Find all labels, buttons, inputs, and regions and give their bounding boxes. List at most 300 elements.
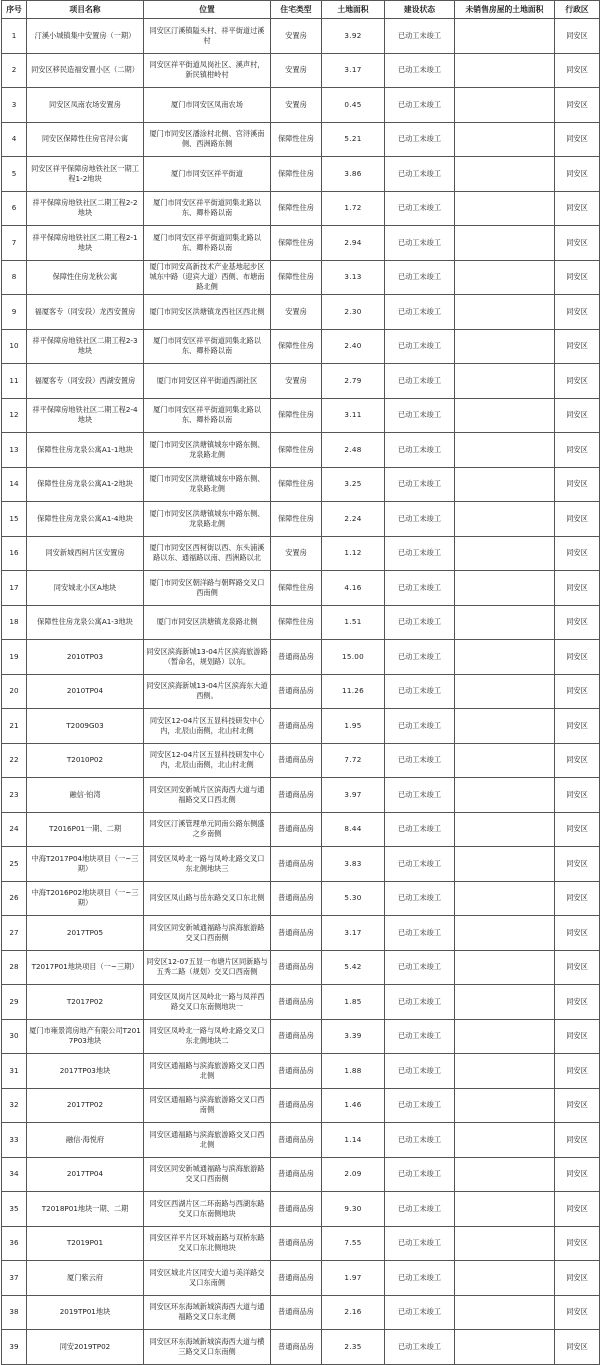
cell-project-name: 2017TP05 <box>27 916 144 951</box>
cell-land-area: 0.45 <box>322 88 385 123</box>
table-row <box>2 19 600 54</box>
cell-index: 29 <box>2 985 27 1020</box>
cell-construction-status: 已动工未竣工 <box>385 571 455 606</box>
cell-housing-type: 普通商品房 <box>271 1123 322 1158</box>
table-row <box>2 605 600 640</box>
table-row <box>2 1157 600 1192</box>
cell-district: 同安区 <box>555 743 600 778</box>
cell-land-area: 3.83 <box>322 847 385 882</box>
cell-unsold-land-area <box>455 1192 555 1227</box>
cell-housing-type: 普通商品房 <box>271 1019 322 1054</box>
cell-housing-type: 普通商品房 <box>271 1054 322 1089</box>
cell-construction-status: 已动工未竣工 <box>385 536 455 571</box>
cell-unsold-land-area <box>455 1330 555 1365</box>
cell-housing-type: 普通商品房 <box>271 1192 322 1227</box>
cell-land-area: 3.13 <box>322 260 385 295</box>
cell-land-area: 1.95 <box>322 709 385 744</box>
cell-housing-type: 普通商品房 <box>271 985 322 1020</box>
cell-construction-status: 已动工未竣工 <box>385 467 455 502</box>
cell-construction-status: 已动工未竣工 <box>385 1123 455 1158</box>
cell-location: 厦门市同安区洪塘镇龙泉路北侧 <box>144 605 271 640</box>
table-row <box>2 53 600 88</box>
cell-project-name: T2017P01地块项目（一~三期） <box>27 950 144 985</box>
cell-location: 同安区12-07五显一布塘片区同新路与五秀二路（规划）交叉口西南侧 <box>144 950 271 985</box>
cell-location: 同安区通福路与滨海旅游路交叉口西南侧 <box>144 1088 271 1123</box>
cell-land-area: 1.97 <box>322 1261 385 1296</box>
cell-housing-type: 普通商品房 <box>271 916 322 951</box>
cell-unsold-land-area <box>455 53 555 88</box>
cell-index: 15 <box>2 502 27 537</box>
cell-index: 17 <box>2 571 27 606</box>
cell-housing-type: 保障性住房 <box>271 260 322 295</box>
cell-housing-type: 安置房 <box>271 88 322 123</box>
cell-land-area: 3.97 <box>322 778 385 813</box>
cell-housing-type: 安置房 <box>271 295 322 330</box>
cell-district: 同安区 <box>555 1261 600 1296</box>
cell-location: 厦门市同安区祥平街道西湖社区 <box>144 364 271 399</box>
cell-housing-type: 普通商品房 <box>271 1295 322 1330</box>
cell-housing-type: 普通商品房 <box>271 1261 322 1296</box>
cell-unsold-land-area <box>455 605 555 640</box>
cell-index: 8 <box>2 260 27 295</box>
cell-index: 11 <box>2 364 27 399</box>
cell-construction-status: 已动工未竣工 <box>385 88 455 123</box>
table-row <box>2 1330 600 1365</box>
cell-location: 厦门市同安区洪塘镇城东中路东侧、龙泉路北侧 <box>144 502 271 537</box>
cell-location: 同安区滨海新城13-04片区滨海东大道西侧。 <box>144 674 271 709</box>
cell-project-name: 2010TP04 <box>27 674 144 709</box>
cell-housing-type: 普通商品房 <box>271 640 322 675</box>
cell-location: 厦门市同安区祥平街道 <box>144 157 271 192</box>
cell-district: 同安区 <box>555 778 600 813</box>
cell-unsold-land-area <box>455 364 555 399</box>
cell-construction-status: 已动工未竣工 <box>385 1261 455 1296</box>
cell-land-area: 3.86 <box>322 157 385 192</box>
cell-project-name: 保障性住房龙泉公寓A1-4地块 <box>27 502 144 537</box>
cell-project-name: 福厦客专（同安段）西湖安置房 <box>27 364 144 399</box>
cell-location: 同安区12-04片区五显科技研发中心内，北辰山南侧，北山村北侧 <box>144 709 271 744</box>
cell-location: 厦门市同安高新技术产业基地起步区城东中路（迎宾大道）西侧、布塘南路北侧 <box>144 260 271 295</box>
cell-construction-status: 已动工未竣工 <box>385 640 455 675</box>
cell-unsold-land-area <box>455 1226 555 1261</box>
cell-construction-status: 已动工未竣工 <box>385 812 455 847</box>
cell-construction-status: 已动工未竣工 <box>385 916 455 951</box>
cell-land-area: 1.46 <box>322 1088 385 1123</box>
cell-district: 同安区 <box>555 329 600 364</box>
table-row <box>2 398 600 433</box>
cell-location: 厦门市同安区潘涂村北侧、官浔溪南侧、西洲路东侧 <box>144 122 271 157</box>
cell-construction-status: 已动工未竣工 <box>385 364 455 399</box>
table-row <box>2 1295 600 1330</box>
cell-construction-status: 已动工未竣工 <box>385 847 455 882</box>
cell-index: 20 <box>2 674 27 709</box>
cell-project-name: 保障性住房龙泉公寓A1-1地块 <box>27 433 144 468</box>
cell-district: 同安区 <box>555 157 600 192</box>
cell-land-area: 5.21 <box>322 122 385 157</box>
cell-housing-type: 保障性住房 <box>271 433 322 468</box>
cell-district: 同安区 <box>555 985 600 1020</box>
cell-land-area: 3.17 <box>322 53 385 88</box>
cell-project-name: 同安区凤南农场安置房 <box>27 88 144 123</box>
cell-unsold-land-area <box>455 536 555 571</box>
cell-unsold-land-area <box>455 260 555 295</box>
cell-district: 同安区 <box>555 1330 600 1365</box>
cell-land-area: 4.16 <box>322 571 385 606</box>
table-row <box>2 778 600 813</box>
cell-district: 同安区 <box>555 1192 600 1227</box>
cell-project-name: 福厦客专（同安段）龙西安置房 <box>27 295 144 330</box>
cell-housing-type: 安置房 <box>271 53 322 88</box>
cell-land-area: 1.12 <box>322 536 385 571</box>
cell-district: 同安区 <box>555 1088 600 1123</box>
cell-housing-type: 保障性住房 <box>271 605 322 640</box>
cell-district: 同安区 <box>555 881 600 916</box>
cell-index: 13 <box>2 433 27 468</box>
cell-project-name: 祥平保障房地铁社区二期工程2-1地块 <box>27 226 144 261</box>
cell-location: 同安区12-04片区五显科技研发中心内，北辰山南侧，北山村北侧 <box>144 743 271 778</box>
cell-project-name: 同安2019TP02 <box>27 1330 144 1365</box>
cell-index: 3 <box>2 88 27 123</box>
cell-land-area: 2.79 <box>322 364 385 399</box>
cell-land-area: 9.30 <box>322 1192 385 1227</box>
table-row <box>2 881 600 916</box>
table-row <box>2 1019 600 1054</box>
cell-index: 4 <box>2 122 27 157</box>
cell-index: 31 <box>2 1054 27 1089</box>
cell-construction-status: 已动工未竣工 <box>385 605 455 640</box>
cell-land-area: 1.72 <box>322 191 385 226</box>
cell-unsold-land-area <box>455 1123 555 1158</box>
cell-project-name: 保障性住房龙秋公寓 <box>27 260 144 295</box>
header-cell-district: 行政区 <box>555 1 600 19</box>
cell-location: 同安区同安新城片区滨海西大道与通福路交叉口西北侧 <box>144 778 271 813</box>
cell-index: 2 <box>2 53 27 88</box>
cell-housing-type: 普通商品房 <box>271 743 322 778</box>
cell-unsold-land-area <box>455 19 555 54</box>
cell-housing-type: 保障性住房 <box>271 157 322 192</box>
cell-project-name: 中海T2016P02地块项目（一~三期） <box>27 881 144 916</box>
cell-land-area: 3.25 <box>322 467 385 502</box>
cell-location: 厦门市同安区祥平街道同集北路以东、卿朴路以南 <box>144 398 271 433</box>
cell-project-name: 融信·铂湾 <box>27 778 144 813</box>
table-row <box>2 260 600 295</box>
cell-unsold-land-area <box>455 88 555 123</box>
cell-district: 同安区 <box>555 605 600 640</box>
cell-district: 同安区 <box>555 571 600 606</box>
cell-land-area: 1.85 <box>322 985 385 1020</box>
cell-district: 同安区 <box>555 847 600 882</box>
cell-index: 35 <box>2 1192 27 1227</box>
cell-unsold-land-area <box>455 502 555 537</box>
cell-unsold-land-area <box>455 1295 555 1330</box>
table-row <box>2 640 600 675</box>
cell-index: 14 <box>2 467 27 502</box>
cell-district: 同安区 <box>555 536 600 571</box>
cell-construction-status: 已动工未竣工 <box>385 709 455 744</box>
cell-construction-status: 已动工未竣工 <box>385 122 455 157</box>
cell-unsold-land-area <box>455 226 555 261</box>
cell-location: 同安区环东海域新城滨海西大道与横三路交叉口东南侧 <box>144 1330 271 1365</box>
cell-location: 同安区城北片区同安大道与美洋路交叉口东南侧 <box>144 1261 271 1296</box>
cell-district: 同安区 <box>555 950 600 985</box>
cell-unsold-land-area <box>455 433 555 468</box>
cell-land-area: 11.26 <box>322 674 385 709</box>
cell-unsold-land-area <box>455 881 555 916</box>
cell-land-area: 3.11 <box>322 398 385 433</box>
cell-unsold-land-area <box>455 640 555 675</box>
table-row <box>2 1054 600 1089</box>
header-cell-construction-status: 建设状态 <box>385 1 455 19</box>
table-row <box>2 157 600 192</box>
cell-location: 同安区凤岭北一路与凤岭北路交叉口东北侧地块三 <box>144 847 271 882</box>
table-row <box>2 433 600 468</box>
cell-district: 同安区 <box>555 1157 600 1192</box>
cell-construction-status: 已动工未竣工 <box>385 743 455 778</box>
cell-construction-status: 已动工未竣工 <box>385 1192 455 1227</box>
cell-index: 10 <box>2 329 27 364</box>
cell-construction-status: 已动工未竣工 <box>385 433 455 468</box>
cell-project-name: T2016P01一期、二期 <box>27 812 144 847</box>
cell-index: 16 <box>2 536 27 571</box>
header-cell-unsold-land-area: 未销售房屋的土地面积 <box>455 1 555 19</box>
cell-housing-type: 保障性住房 <box>271 502 322 537</box>
cell-project-name: T2019P01 <box>27 1226 144 1261</box>
cell-housing-type: 保障性住房 <box>271 571 322 606</box>
cell-location: 同安区同安新城通福路与滨海旅游路交叉口西南侧 <box>144 916 271 951</box>
cell-construction-status: 已动工未竣工 <box>385 1054 455 1089</box>
cell-district: 同安区 <box>555 364 600 399</box>
cell-construction-status: 已动工未竣工 <box>385 1088 455 1123</box>
cell-district: 同安区 <box>555 260 600 295</box>
cell-housing-type: 保障性住房 <box>271 467 322 502</box>
cell-housing-type: 保障性住房 <box>271 329 322 364</box>
cell-land-area: 3.17 <box>322 916 385 951</box>
cell-project-name: 2019TP01地块 <box>27 1295 144 1330</box>
cell-land-area: 1.14 <box>322 1123 385 1158</box>
cell-land-area: 2.09 <box>322 1157 385 1192</box>
cell-project-name: 2017TP03地块 <box>27 1054 144 1089</box>
header-cell-location: 位置 <box>144 1 271 19</box>
header-cell-project-name: 项目名称 <box>27 1 144 19</box>
table-row <box>2 571 600 606</box>
cell-index: 21 <box>2 709 27 744</box>
cell-location: 厦门市同安区洪塘镇城东中路东侧、龙泉路北侧 <box>144 433 271 468</box>
cell-index: 34 <box>2 1157 27 1192</box>
cell-location: 厦门市同安区祥平街道同集北路以东、卿朴路以南 <box>144 329 271 364</box>
table-row <box>2 950 600 985</box>
table-row <box>2 1123 600 1158</box>
cell-unsold-land-area <box>455 1157 555 1192</box>
table-row <box>2 847 600 882</box>
cell-housing-type: 普通商品房 <box>271 1330 322 1365</box>
cell-district: 同安区 <box>555 916 600 951</box>
cell-construction-status: 已动工未竣工 <box>385 950 455 985</box>
cell-location: 厦门市同安区凤南农场 <box>144 88 271 123</box>
cell-project-name: 汀溪小城镇集中安置房（一期） <box>27 19 144 54</box>
cell-unsold-land-area <box>455 1088 555 1123</box>
cell-index: 6 <box>2 191 27 226</box>
cell-location: 厦门市同安区朝洋路与朝晖路交叉口西南侧 <box>144 571 271 606</box>
cell-district: 同安区 <box>555 295 600 330</box>
cell-location: 厦门市同安区西柯街以西、东头浦溪路以东、通福路以南、西洲路以北 <box>144 536 271 571</box>
cell-index: 37 <box>2 1261 27 1296</box>
cell-location: 同安区通福路与滨海旅游路交叉口西北侧 <box>144 1123 271 1158</box>
cell-district: 同安区 <box>555 88 600 123</box>
cell-unsold-land-area <box>455 1019 555 1054</box>
cell-land-area: 5.42 <box>322 950 385 985</box>
cell-location: 同安区凤岗片区凤岭北一路与凤祥西路交叉口东南侧地块一 <box>144 985 271 1020</box>
header-cell-housing-type: 住宅类型 <box>271 1 322 19</box>
header-cell-land-area: 土地面积 <box>322 1 385 19</box>
cell-index: 23 <box>2 778 27 813</box>
table-row <box>2 1226 600 1261</box>
cell-location: 厦门市同安区洪塘镇城东中路东侧、龙泉路北侧 <box>144 467 271 502</box>
cell-project-name: 保障性住房龙泉公寓A1-2地块 <box>27 467 144 502</box>
cell-index: 19 <box>2 640 27 675</box>
cell-housing-type: 普通商品房 <box>271 778 322 813</box>
cell-construction-status: 已动工未竣工 <box>385 191 455 226</box>
table-row <box>2 226 600 261</box>
cell-unsold-land-area <box>455 122 555 157</box>
cell-land-area: 5.30 <box>322 881 385 916</box>
cell-index: 18 <box>2 605 27 640</box>
table-row <box>2 1088 600 1123</box>
cell-location: 同安区凤岭北一路与凤岭北路交叉口东北侧地块二 <box>144 1019 271 1054</box>
cell-land-area: 2.35 <box>322 1330 385 1365</box>
land-project-table <box>1 0 600 1365</box>
cell-location: 同安区汀溪镇隘头村、祥平街道过溪村 <box>144 19 271 54</box>
cell-unsold-land-area <box>455 778 555 813</box>
cell-construction-status: 已动工未竣工 <box>385 295 455 330</box>
cell-housing-type: 保障性住房 <box>271 226 322 261</box>
cell-housing-type: 普通商品房 <box>271 881 322 916</box>
cell-district: 同安区 <box>555 640 600 675</box>
header-cell-index: 序号 <box>2 1 27 19</box>
cell-location: 同安区汀溪管理单元同南公路东侧盛之乡南侧 <box>144 812 271 847</box>
cell-index: 24 <box>2 812 27 847</box>
cell-housing-type: 普通商品房 <box>271 1226 322 1261</box>
cell-unsold-land-area <box>455 985 555 1020</box>
cell-housing-type: 保障性住房 <box>271 191 322 226</box>
cell-index: 32 <box>2 1088 27 1123</box>
cell-project-name: 同安区祥平保障房地铁社区一期工程1-2地块 <box>27 157 144 192</box>
cell-construction-status: 已动工未竣工 <box>385 1019 455 1054</box>
cell-project-name: 2017TP04 <box>27 1157 144 1192</box>
cell-location: 同安区环东海域新城滨海西大道与通福路交叉口东北侧 <box>144 1295 271 1330</box>
table-row <box>2 191 600 226</box>
cell-housing-type: 普通商品房 <box>271 950 322 985</box>
cell-construction-status: 已动工未竣工 <box>385 502 455 537</box>
cell-unsold-land-area <box>455 1054 555 1089</box>
cell-index: 30 <box>2 1019 27 1054</box>
table-row <box>2 467 600 502</box>
cell-project-name: 同安区移民造福安置小区（二期） <box>27 53 144 88</box>
cell-housing-type: 安置房 <box>271 19 322 54</box>
table-row <box>2 985 600 1020</box>
cell-district: 同安区 <box>555 1054 600 1089</box>
table-row <box>2 88 600 123</box>
cell-housing-type: 普通商品房 <box>271 812 322 847</box>
cell-construction-status: 已动工未竣工 <box>385 329 455 364</box>
cell-land-area: 7.72 <box>322 743 385 778</box>
cell-unsold-land-area <box>455 847 555 882</box>
cell-unsold-land-area <box>455 467 555 502</box>
cell-land-area: 1.88 <box>322 1054 385 1089</box>
cell-land-area: 3.92 <box>322 19 385 54</box>
cell-district: 同安区 <box>555 1295 600 1330</box>
cell-location: 厦门市同安区祥平街道同集北路以东、卿朴路以南 <box>144 226 271 261</box>
cell-index: 12 <box>2 398 27 433</box>
cell-housing-type: 保障性住房 <box>271 398 322 433</box>
cell-location: 同安区同安新城通福路与滨海旅游路交叉口西南侧 <box>144 1157 271 1192</box>
cell-housing-type: 普通商品房 <box>271 709 322 744</box>
cell-construction-status: 已动工未竣工 <box>385 19 455 54</box>
cell-housing-type: 普通商品房 <box>271 847 322 882</box>
cell-district: 同安区 <box>555 122 600 157</box>
cell-project-name: T2017P02 <box>27 985 144 1020</box>
cell-index: 33 <box>2 1123 27 1158</box>
cell-land-area: 1.51 <box>322 605 385 640</box>
cell-district: 同安区 <box>555 709 600 744</box>
cell-location: 同安区凤山路与岳东路交叉口东北侧 <box>144 881 271 916</box>
cell-unsold-land-area <box>455 950 555 985</box>
cell-land-area: 2.48 <box>322 433 385 468</box>
cell-land-area: 2.30 <box>322 295 385 330</box>
cell-construction-status: 已动工未竣工 <box>385 778 455 813</box>
cell-index: 22 <box>2 743 27 778</box>
cell-district: 同安区 <box>555 812 600 847</box>
cell-construction-status: 已动工未竣工 <box>385 674 455 709</box>
cell-project-name: 保障性住房龙泉公寓A1-3地块 <box>27 605 144 640</box>
cell-construction-status: 已动工未竣工 <box>385 1157 455 1192</box>
cell-land-area: 2.94 <box>322 226 385 261</box>
cell-index: 38 <box>2 1295 27 1330</box>
cell-construction-status: 已动工未竣工 <box>385 985 455 1020</box>
cell-project-name: 同安新城西柯片区安置房 <box>27 536 144 571</box>
table-header-row <box>2 1 600 19</box>
cell-district: 同安区 <box>555 1123 600 1158</box>
cell-construction-status: 已动工未竣工 <box>385 398 455 433</box>
cell-project-name: 融信·海悦府 <box>27 1123 144 1158</box>
cell-district: 同安区 <box>555 674 600 709</box>
cell-district: 同安区 <box>555 467 600 502</box>
cell-project-name: T2018P01地块一期、二期 <box>27 1192 144 1227</box>
table-row <box>2 502 600 537</box>
cell-unsold-land-area <box>455 812 555 847</box>
table-row <box>2 812 600 847</box>
cell-project-name: 2017TP02 <box>27 1088 144 1123</box>
cell-project-name: T2010P02 <box>27 743 144 778</box>
cell-land-area: 7.55 <box>322 1226 385 1261</box>
cell-unsold-land-area <box>455 398 555 433</box>
cell-location: 厦门市同安区祥平街道同集北路以东、卿朴路以南 <box>144 191 271 226</box>
cell-housing-type: 普通商品房 <box>271 1088 322 1123</box>
cell-location: 厦门市同安区洪塘镇龙西社区西北侧 <box>144 295 271 330</box>
cell-project-name: 厦门紫云府 <box>27 1261 144 1296</box>
cell-location: 同安区祥平片区环城南路与双桥东路交叉口东北侧地块 <box>144 1226 271 1261</box>
cell-construction-status: 已动工未竣工 <box>385 157 455 192</box>
cell-unsold-land-area <box>455 1261 555 1296</box>
cell-land-area: 2.16 <box>322 1295 385 1330</box>
cell-construction-status: 已动工未竣工 <box>385 1330 455 1365</box>
cell-construction-status: 已动工未竣工 <box>385 53 455 88</box>
cell-land-area: 2.24 <box>322 502 385 537</box>
cell-district: 同安区 <box>555 502 600 537</box>
cell-index: 28 <box>2 950 27 985</box>
table-row <box>2 709 600 744</box>
cell-index: 9 <box>2 295 27 330</box>
cell-index: 25 <box>2 847 27 882</box>
